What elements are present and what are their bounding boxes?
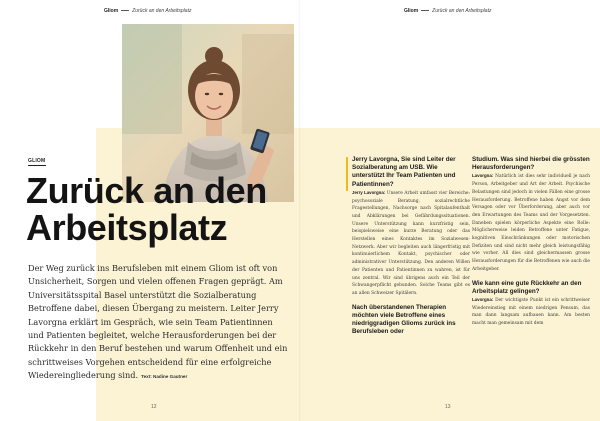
running-header-left — [104, 8, 191, 14]
answer-text: Der wichtigste Punkt ist ein schrittweiser Wiedereinstieg mit einem niedrigen Pensum, das man dann langsam aufbauen kann. Am besten macht man gemeinsam mit dem — [472, 297, 590, 327]
answer-text: Natürlich ist dies sehr individuell je nach Person, Arbeitgeber und Art der Arbeit. Psychische Belastungen sind jedoch in vielen Fällen eine grosse Herausforderung. Betroffene haben Angst vor dem Versagen oder vor Überforderung, aber auch vor den Erwartungen des Teams und der Vorgesetzten. Daneben spielen körperliche Aspekte eine Rolle: Möglicherweise leiden Betroffene unter Fatigue, kognitiven Einschränkungen oder motorischen Defiziten und sind nicht mehr gleich leistungsfähig wie vorher. All dies sind gleichermassen grosse Herausforderungen für die Betroffenen wie auch die Arbeitgeber. — [472, 174, 590, 272]
lead-text: Der Weg zurück ins Berufsleben mit einem Gliom ist oft von Unsicherheit, Sorgen und vielen offenen Fragen geprägt. Am Universitätsspital Basel unterstützt die Sozialberatung Betroffene dabei, diesen Übergang zu meistern. Leiter Jerry Lavorgna erklärt im Gespräch, wie sein Team Patientinnen und Patienten begleitet, welche Herausforderungen bei der Rückkehr in den Beruf bestehen und warum Offenheit und ein schrittweises Vorgehen entscheidend für eine erfolgreiche Wiedereingliederung sind. — [28, 263, 288, 381]
kicker-label: GLIOM — [28, 158, 46, 164]
page-number-left: 12 — [151, 404, 157, 410]
speaker-label: Lavorgna: — [472, 296, 494, 302]
interview-answer — [352, 189, 470, 298]
article-lead — [28, 262, 290, 384]
interview-answer — [472, 296, 590, 328]
running-header-right — [404, 8, 491, 14]
author-credit: Text: Nadine Gautner — [141, 374, 188, 380]
interview-question: Wie kann eine gute Rückkehr an den Arbeitsplatz gelingen? — [472, 279, 582, 295]
speaker-label: Lavorgna: — [472, 173, 494, 179]
interview-column-1 — [352, 156, 470, 336]
interview-column-2 — [472, 156, 590, 328]
header-section: Zurück an den Arbeitsplatz — [132, 8, 192, 14]
question-accent-bar — [346, 157, 348, 191]
article-title: Zurück an den Arbeitsplatz — [26, 170, 267, 248]
interview-question: Nach überstandenen Therapien möchten viele Betroffene eines niedriggradigen Glioms zurück ins Berufsleben oder — [352, 303, 456, 336]
header-dash — [421, 10, 429, 11]
kicker-rule — [28, 165, 46, 166]
header-brand: Gliom — [404, 8, 419, 14]
page-number-right: 13 — [445, 404, 451, 410]
interview-answer — [472, 172, 590, 273]
page-gutter — [299, 0, 301, 421]
speaker-label: Jerry Lavorgna: — [352, 189, 386, 195]
header-brand: Gliom — [104, 8, 119, 14]
header-section: Zurück an den Arbeitsplatz — [432, 8, 492, 14]
header-dash — [121, 10, 129, 11]
interview-question: Studium. Was sind hierbei die grössten Herausforderungen? — [472, 156, 590, 172]
answer-text: Unsere Arbeit umfasst vier Bereiche: psychosoziale Beratung, sozialrechtliche Fragestellungen, Nachsorge nach Spitalaufenthalt und Abklärungen bei Gefährdungssituationen. Unsere Unterstützung kann kurzfristig sein, beispielsweise eine kurze Beratung oder das Herstellen eines Kontaktes im Sozialwesen-Netzwerk. Aber wir begleiten auch längerfristig mit kontinuierlichem Kontakt, psychischer oder administrativer Unterstützung. Den anderen Willen der Patienten und Patientinnen zu wahren, ist für uns zentral. Wir sind übrigens auch ein Teil der Schwangerpflicht gebunden. Solche Teams gibt es an allen Schweizer Spitälern. — [352, 190, 470, 296]
interview-question: Jerry Lavorgna, Sie sind Leiter der Sozialberatung am USB. Wie unterstützt Ihr Team Patienten und Patientinnen? — [352, 156, 456, 188]
